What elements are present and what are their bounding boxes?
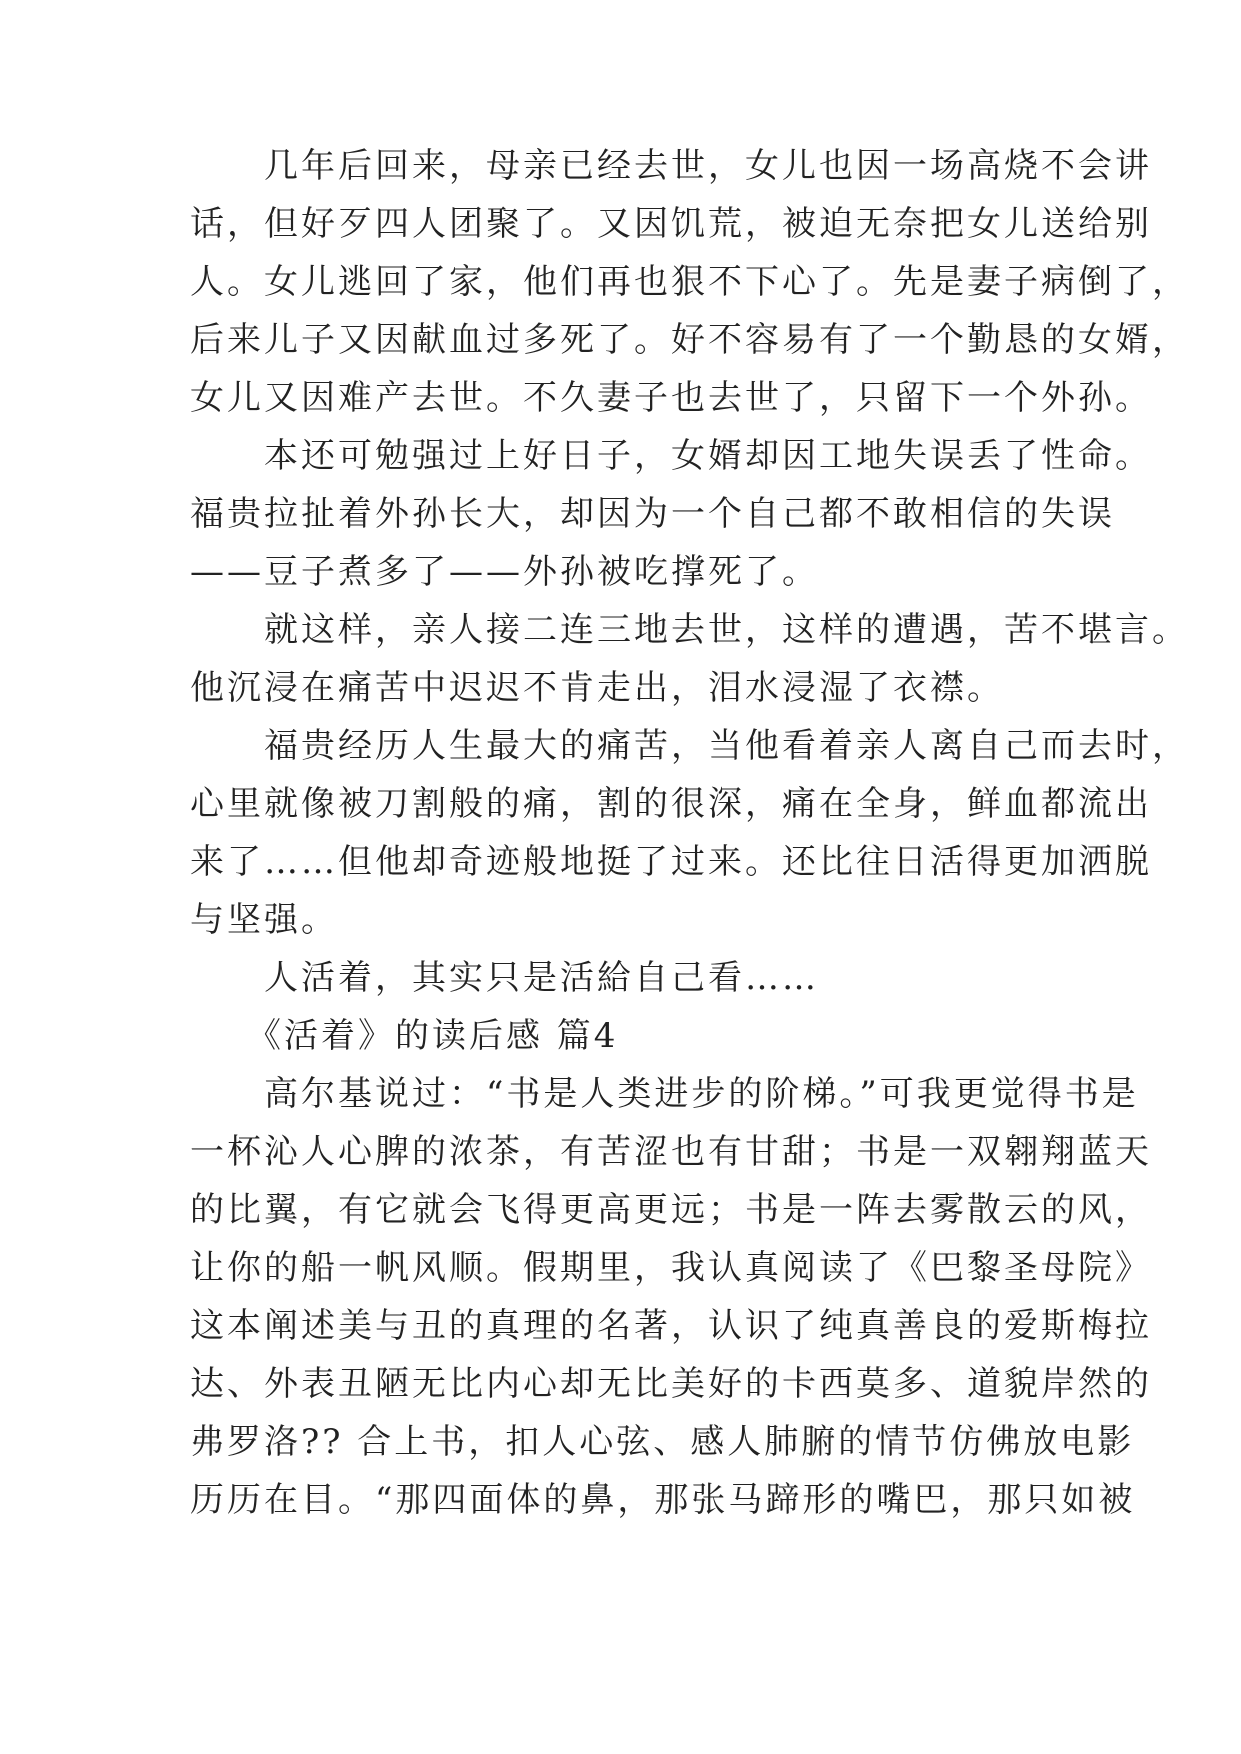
text-line: 弗罗洛?? 合上书，扣人心弦、感人肺腑的情节仿佛放电影 [190, 1422, 1135, 1462]
text-line: 人活着，其实只是活給自己看…… [190, 958, 819, 998]
text-line: 就这样，亲人接二连三地去世，这样的遭遇，苦不堪言。 [190, 610, 1189, 650]
text-line: 后来儿子又因献血过多死了。好不容易有了一个勤恳的女婿， [190, 320, 1189, 360]
text-line: 高尔基说过：“书是人类进步的阶梯。”可我更觉得书是 [190, 1074, 1139, 1114]
text-line: 人。女儿逃回了家，他们再也狠不下心了。先是妻子病倒了， [190, 262, 1189, 302]
text-line: 一杯沁人心脾的浓茶，有苦涩也有甘甜；书是一双翱翔蓝天 [190, 1132, 1152, 1172]
text-line: 话，但好歹四人团聚了。又因饥荒，被迫无奈把女儿送给别 [190, 204, 1152, 244]
text-line: 历历在目。“那四面体的鼻，那张马蹄形的嘴巴，那只如被 [190, 1480, 1136, 1520]
text-line: 与坚强。 [190, 900, 338, 940]
section-heading: 《活着》的读后感 篇4 [190, 1016, 619, 1056]
text-line: 福贵拉扯着外孙长大，却因为一个自己都不敢相信的失误 [190, 494, 1115, 534]
text-line: 这本阐述美与丑的真理的名著，认识了纯真善良的爱斯梅拉 [190, 1306, 1152, 1346]
text-line: 达、外表丑陋无比内心却无比美好的卡西莫多、道貌岸然的 [190, 1364, 1152, 1404]
text-line: 让你的船一帆风顺。假期里，我认真阅读了《巴黎圣母院》 [190, 1248, 1152, 1288]
text-line: 福贵经历人生最大的痛苦，当他看着亲人离自己而去时， [190, 726, 1189, 766]
text-line: 几年后回来，母亲已经去世，女儿也因一场高烧不会讲 [190, 146, 1152, 186]
text-line: 他沉浸在痛苦中迟迟不肯走出，泪水浸湿了衣襟。 [190, 668, 1004, 708]
text-line: 来了……但他却奇迹般地挺了过来。还比往日活得更加洒脱 [190, 842, 1152, 882]
text-line: 女儿又因难产去世。不久妻子也去世了，只留下一个外孙。 [190, 378, 1152, 418]
text-line: 本还可勉强过上好日子，女婿却因工地失误丢了性命。 [190, 436, 1152, 476]
text-line: 的比翼，有它就会飞得更高更远；书是一阵去雾散云的风， [190, 1190, 1152, 1230]
text-line: 心里就像被刀割般的痛，割的很深，痛在全身，鲜血都流出 [190, 784, 1152, 824]
text-line: ——豆子煮多了——外孙被吃撑死了。 [190, 552, 819, 592]
